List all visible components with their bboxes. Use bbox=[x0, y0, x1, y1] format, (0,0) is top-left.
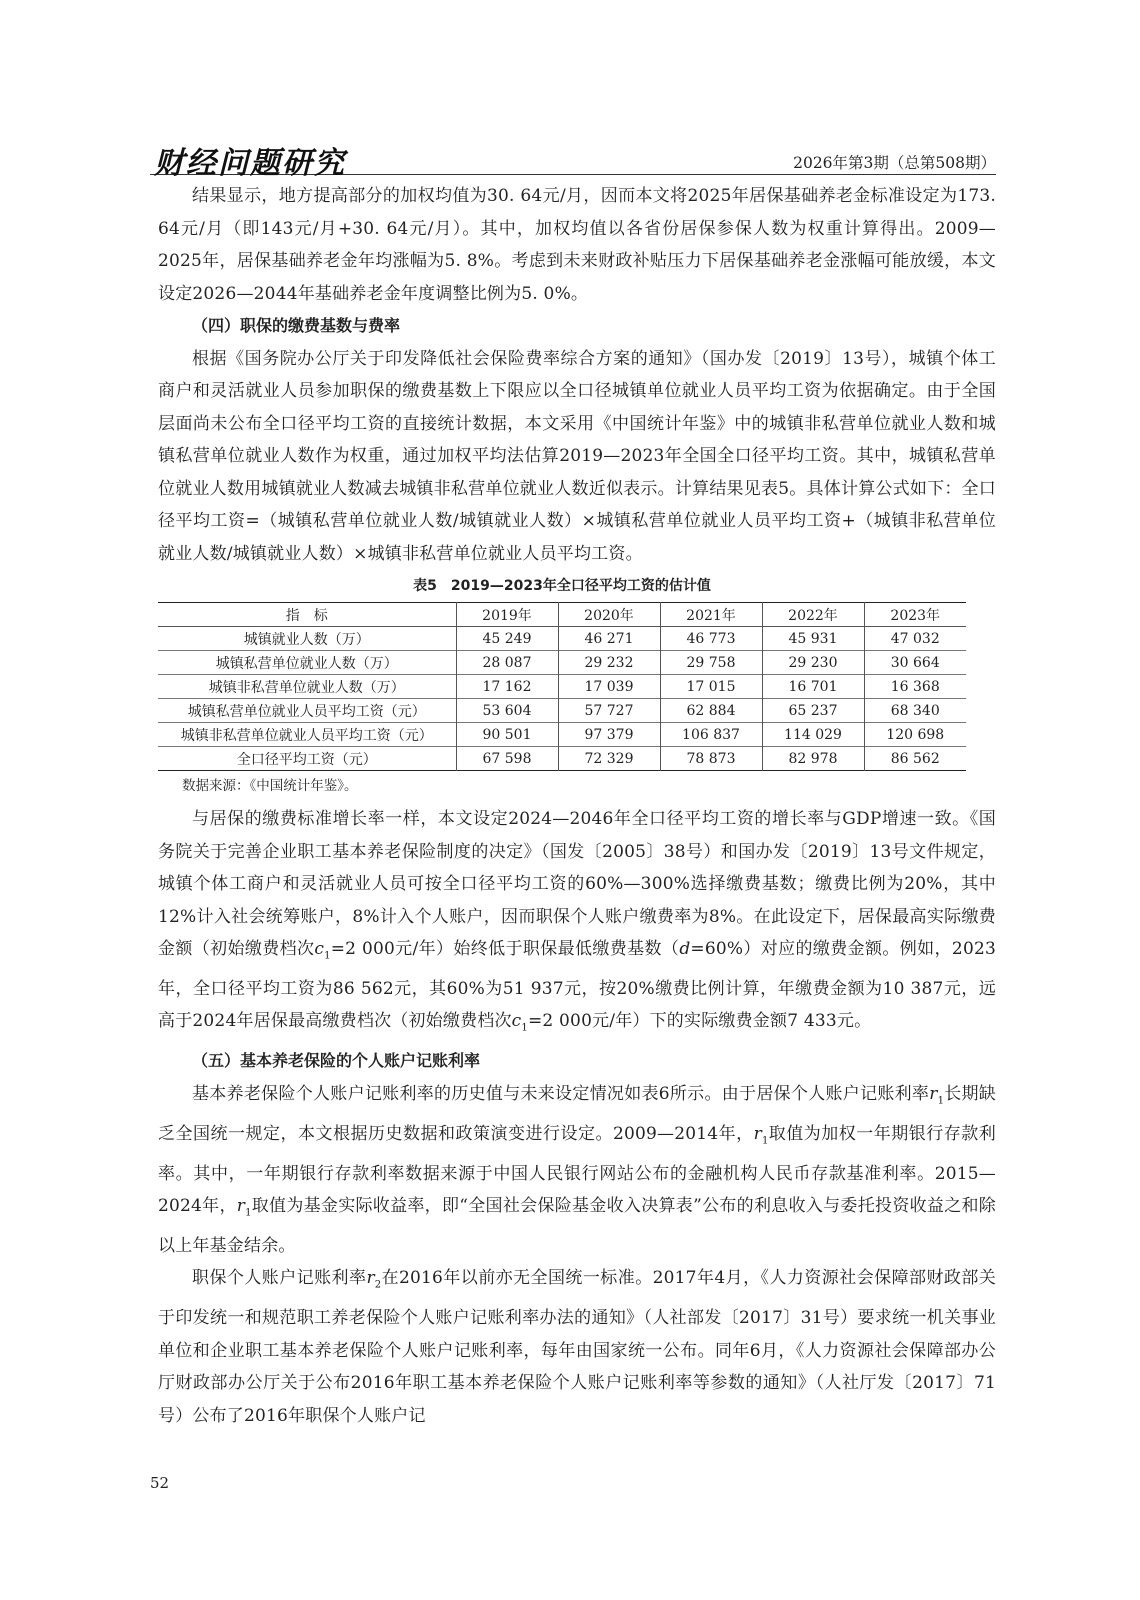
journal-name: 财经问题研究 bbox=[154, 146, 346, 181]
table-cell: 城镇非私营单位就业人数（万） bbox=[208, 679, 405, 696]
subscript: 1 bbox=[761, 1135, 769, 1147]
header-cell: 2022年 bbox=[762, 603, 864, 627]
table-cell: 90 501 bbox=[456, 723, 558, 747]
text-run: 取值为基金实际收益率，即“全国社会保险基金收入决算表”公布的利息收入与委托投资收益之和除以上年基金结余。 bbox=[158, 1196, 996, 1256]
table-cell: 城镇就业人数（万） bbox=[243, 631, 370, 648]
table-row bbox=[158, 675, 966, 699]
table-row bbox=[158, 651, 966, 675]
table-cell: 城镇私营单位就业人员平均工资（元） bbox=[187, 703, 426, 720]
section-heading-4: （四）职保的缴费基数与费率 bbox=[192, 316, 401, 335]
paragraph-contribution-base: 根据《国务院办公厅关于印发降低社会保险费率综合方案的通知》（国办发〔2019〕13号），城镇个体工商户和灵活就业人员参加职保的缴费基数上下限应以全口径城镇单位就业人员平均工资为依据确定。由于全国层面尚未公布全口径平均工资的直接统计数据，本文采用《中国统计年鉴》中的城镇非私营单位就业人数和城镇私营单位就业人数作为权重，通过加权平均法估算2019—2023年全国全口径平均工资。其中，城镇私营单位就业人数用城镇就业人数减去城镇非私营单位就业人数近似表示。计算结果见表5。具体计算公式如下：全口径平均工资=（城镇私营单位就业人数/城镇就业人数）×城镇私营单位就业人员平均工资+（城镇非私营单位就业人数/城镇就业人数）×城镇非私营单位就业人员平均工资。 bbox=[158, 348, 996, 564]
table-cell: 17 039 bbox=[558, 675, 660, 699]
header-cell: 指 标 bbox=[285, 607, 328, 624]
table-cell: 82 978 bbox=[762, 747, 864, 771]
variable-r: r bbox=[236, 1196, 246, 1217]
text-run: 在2016年以前亦无全国统一标准。2017年4月，《人力资源社会保障部财政部关于印发统一和规范职工养老保险个人账户记账利率办法的通知》（人社部发〔2017〕31号）要求统一机关事业单位和企业职工基本养老保险个人账户记账利率，每年由国家统一公布。同年6月，《人力资源社会保障部办公厅财政部办公厅关于公布2016年职工基本养老保险个人账户记账利率等参数的通知》（人社厅发〔2017〕71号）公布了2016年职保个人账户记 bbox=[158, 1268, 996, 1426]
page-number: 52 bbox=[150, 1474, 170, 1492]
table-cell: 120 698 bbox=[864, 723, 966, 747]
table-5 bbox=[158, 574, 996, 801]
paragraph-basic-pension: 结果显示，地方提高部分的加权均值为30. 64元/月，因而本文将2025年居保基础养老金标准设定为173. 64元/月（即143元/月+30. 64元/月）。其中，加权均值以各省份居保参保人数为权重计算得出。2009—2025年，居保基础养老金年均涨幅为5. 8%。考虑到未来财政补贴压力下居保基础养老金涨幅可能放缓，本文设定2026—2044年基础养老金年度调整比例为5. 0%。 bbox=[158, 186, 996, 304]
text-run: 职保个人账户记账利率 bbox=[192, 1268, 367, 1289]
page-header bbox=[150, 136, 996, 181]
table-cell: 16 368 bbox=[864, 675, 966, 699]
table-cell: 46 773 bbox=[660, 627, 762, 651]
section-heading-5: （五）基本养老保险的个人账户记账利率 bbox=[192, 1051, 481, 1071]
table-cell: 29 758 bbox=[660, 651, 762, 675]
table-cell: 65 237 bbox=[762, 699, 864, 723]
wage-estimate-table bbox=[158, 602, 966, 771]
table-row bbox=[158, 723, 966, 747]
header-cell: 2020年 bbox=[558, 603, 660, 627]
text-run: =60%）对应的缴费金额。例如，2023年，全口径平均工资为86 562元，其60%为51 937元，按20%缴费比例计算，年缴费金额为10 387元，远高于2024年居保最高缴费档次（初始缴费档次 bbox=[158, 939, 996, 1032]
table-cell: 城镇非私营单位就业人员平均工资（元） bbox=[180, 727, 433, 744]
table-cell: 16 701 bbox=[762, 675, 864, 699]
table-cell: 62 884 bbox=[660, 699, 762, 723]
table-cell: 45 931 bbox=[762, 627, 864, 651]
text-run: 长期缺乏全国统一规定，本文根据历史数据和政策演变进行设定。2009—2014年， bbox=[158, 1083, 996, 1144]
table-cell: 78 873 bbox=[660, 747, 762, 771]
table-row bbox=[158, 627, 966, 651]
table-cell: 68 340 bbox=[864, 699, 966, 723]
table-cell: 29 232 bbox=[558, 651, 660, 675]
article-body bbox=[158, 180, 996, 1432]
table-title: 表5 2019—2023年全口径平均工资的估计值 bbox=[413, 578, 711, 594]
table-cell: 47 032 bbox=[864, 627, 966, 651]
subscript: 1 bbox=[521, 1022, 528, 1034]
paragraph-account-rate bbox=[158, 1078, 996, 1263]
text-run: 与居保的缴费标准增长率一样，本文设定2024—2046年全口径平均工资的增长率与GDP增速一致。《国务院关于完善企业职工基本养老保险制度的决定》（国发〔2005〕38号）和国办发〔2019〕13号文件规定，城镇个体工商户和灵活就业人员可按全口径平均工资的60%—300%选择缴费基数；缴费比例为20%，其中12%计入社会统筹账户，8%计入个人账户，因而职保个人账户缴费率为8%。在此设定下，居保最高实际缴费金额（初始缴费档次 bbox=[158, 809, 996, 959]
table-cell: 45 249 bbox=[456, 627, 558, 651]
variable-r: r bbox=[753, 1123, 762, 1144]
table-cell: 97 379 bbox=[558, 723, 660, 747]
table-cell: 29 230 bbox=[762, 651, 864, 675]
table-cell: 城镇私营单位就业人数（万） bbox=[215, 655, 398, 672]
text-run: 取值为加权一年期银行存款利率。其中，一年期银行存款利率数据来源于中国人民银行网站公布的金融机构人民币存款基准利率。2015—2024年， bbox=[158, 1123, 996, 1217]
variable-c: c bbox=[314, 939, 325, 959]
text-run: 基本养老保险个人账户记账利率的历史值与未来设定情况如表6所示。由于居保个人账户记账利率 bbox=[192, 1083, 930, 1104]
table-cell: 17 162 bbox=[456, 675, 558, 699]
table-cell: 57 727 bbox=[558, 699, 660, 723]
header-cell: 2021年 bbox=[660, 603, 762, 627]
paragraph-employee-rate bbox=[158, 1262, 996, 1432]
table-cell: 46 271 bbox=[558, 627, 660, 651]
paragraph-contribution-rate bbox=[158, 803, 996, 1045]
variable-c: c bbox=[511, 1011, 522, 1032]
table-row bbox=[158, 699, 966, 723]
table-cell: 30 664 bbox=[864, 651, 966, 675]
table-header-row bbox=[158, 603, 966, 627]
variable-r: r bbox=[929, 1083, 938, 1104]
header-cell: 2019年 bbox=[456, 603, 558, 627]
table-cell: 72 329 bbox=[558, 747, 660, 771]
subscript: 1 bbox=[937, 1095, 945, 1107]
issue-info: 2026年第3期（总第508期） bbox=[793, 154, 996, 172]
variable-r: r bbox=[366, 1268, 375, 1289]
table-cell: 86 562 bbox=[864, 747, 966, 771]
table-cell: 106 837 bbox=[660, 723, 762, 747]
table-cell: 28 087 bbox=[456, 651, 558, 675]
text-run: =2 000元/年）下的实际缴费金额7 433元。 bbox=[527, 1011, 872, 1032]
table-row bbox=[158, 747, 966, 771]
table-cell: 114 029 bbox=[762, 723, 864, 747]
table-source-note: 数据来源：《中国统计年鉴》。 bbox=[182, 778, 358, 794]
text-run: =2 000元/年）始终低于职保最低缴费基数（ bbox=[330, 939, 680, 959]
table-cell: 53 604 bbox=[456, 699, 558, 723]
subscript: 1 bbox=[324, 950, 331, 962]
table-cell: 67 598 bbox=[456, 747, 558, 771]
variable-d: d bbox=[679, 939, 691, 959]
table-cell: 全口径平均工资（元） bbox=[236, 751, 377, 768]
header-cell: 2023年 bbox=[864, 603, 966, 627]
subscript: 1 bbox=[245, 1207, 252, 1219]
table-cell: 17 015 bbox=[660, 675, 762, 699]
subscript: 2 bbox=[374, 1279, 382, 1291]
